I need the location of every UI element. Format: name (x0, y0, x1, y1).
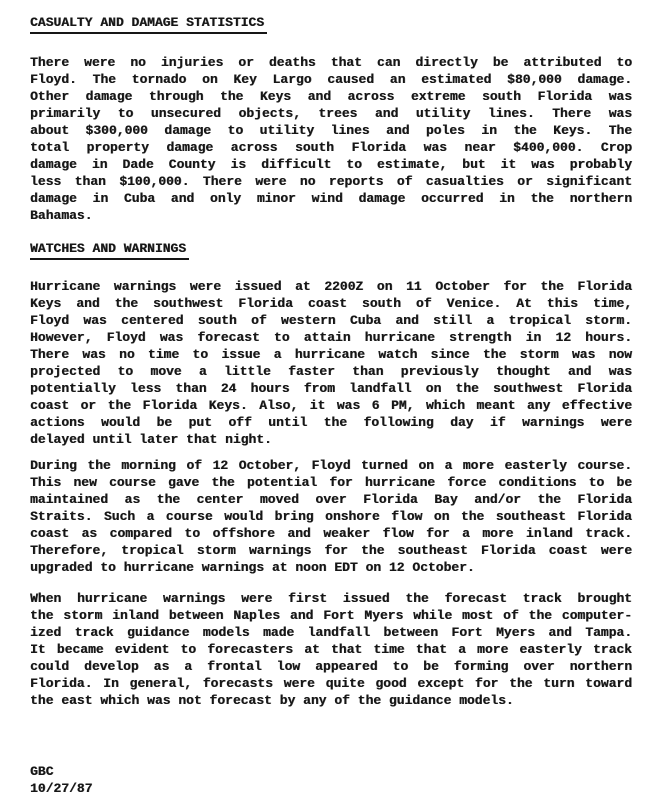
text-line: the storm inland between Naples and Fort Myers while most of the computer- (30, 608, 632, 623)
text-line: total property damage across south Florida was near $400,000. Crop (30, 140, 632, 155)
text-line: Floyd. The tornado on Key Largo caused an estimated $80,000 damage. (30, 72, 632, 87)
text-line: It became evident to forecasters at that time that a more easterly track (30, 642, 632, 657)
text-line: During the morning of 12 October, Floyd turned on a more easterly course. (30, 458, 632, 473)
text-line: Hurricane warnings were issued at 2200Z on 11 October for the Florida (30, 279, 632, 294)
text-line: upgraded to hurricane warnings at noon EDT on 12 October. (30, 560, 475, 575)
text-line: However, Floyd was forecast to attain hurricane strength in 12 hours. (30, 330, 632, 345)
paragraph-forecast-track (30, 590, 632, 709)
text-line: projected to move a little faster than previously thought and was (30, 364, 632, 379)
text-line: Florida. In general, forecasts were quite good except for the turn toward (30, 676, 632, 691)
text-line: There were no injuries or deaths that can directly be attributed to (30, 55, 632, 70)
text-line: ized track guidance models made landfall between Fort Myers and Tampa. (30, 625, 632, 640)
text-line: the east which was not forecast by any of the guidance models. (30, 693, 514, 708)
text-line: about $300,000 damage to utility lines and poles in the Keys. The (30, 123, 632, 138)
paragraph-casualty-stats (30, 54, 632, 224)
signature-date: 10/27/87 (30, 781, 93, 796)
text-line: There was no time to issue a hurricane watch since the storm was now (30, 347, 632, 362)
text-line: Straits. Such a course would bring onshore flow on the southeast Florida (30, 509, 632, 524)
text-line: less than $100,000. There were no reports of casualties or significant (30, 174, 632, 189)
text-line: actions would be put off until the following day if warnings were (30, 415, 632, 430)
text-line: Floyd was centered south of western Cuba and still a tropical storm. (30, 313, 632, 328)
text-line: coast as compared to offshore and weaker flow for a more inland track. (30, 526, 632, 541)
text-line: damage in Cuba and only minor wind damage occurred in the northern (30, 191, 632, 206)
section-heading-text: WATCHES AND WARNINGS (30, 240, 189, 260)
text-line: primarily to unsecured objects, trees and utility lines. There was (30, 106, 632, 121)
text-line: Bahamas. (30, 208, 93, 223)
section-heading-casualty-damage (30, 14, 632, 34)
section-heading-text: CASUALTY AND DAMAGE STATISTICS (30, 14, 267, 34)
text-line: When hurricane warnings were first issued the forecast track brought (30, 591, 632, 606)
text-line: coast or the Florida Keys. Also, it was 6 PM, which meant any effective (30, 398, 632, 413)
text-line: This new course gave the potential for hurricane force conditions to be (30, 475, 632, 490)
text-line: potentially less than 24 hours from landfall on the southwest Florida (30, 381, 632, 396)
text-line: Keys and the southwest Florida coast south of Venice. At this time, (30, 296, 632, 311)
text-line: delayed until later that night. (30, 432, 272, 447)
text-line: damage in Dade County is difficult to estimate, but it was probably (30, 157, 632, 172)
text-line: maintained as the center moved over Florida Bay and/or the Florida (30, 492, 632, 507)
signature-block (30, 763, 632, 797)
text-line: Other damage through the Keys and across extreme south Florida was (30, 89, 632, 104)
paragraph-easterly-course (30, 457, 632, 576)
text-line: Therefore, tropical storm warnings for the southeast Florida coast were (30, 543, 632, 558)
section-heading-watches-warnings (30, 240, 632, 260)
text-line: could develop as a frontal low appeared to be forming over northern (30, 659, 632, 674)
paragraph-warnings-issued (30, 278, 632, 448)
signature-initials: GBC (30, 764, 54, 779)
